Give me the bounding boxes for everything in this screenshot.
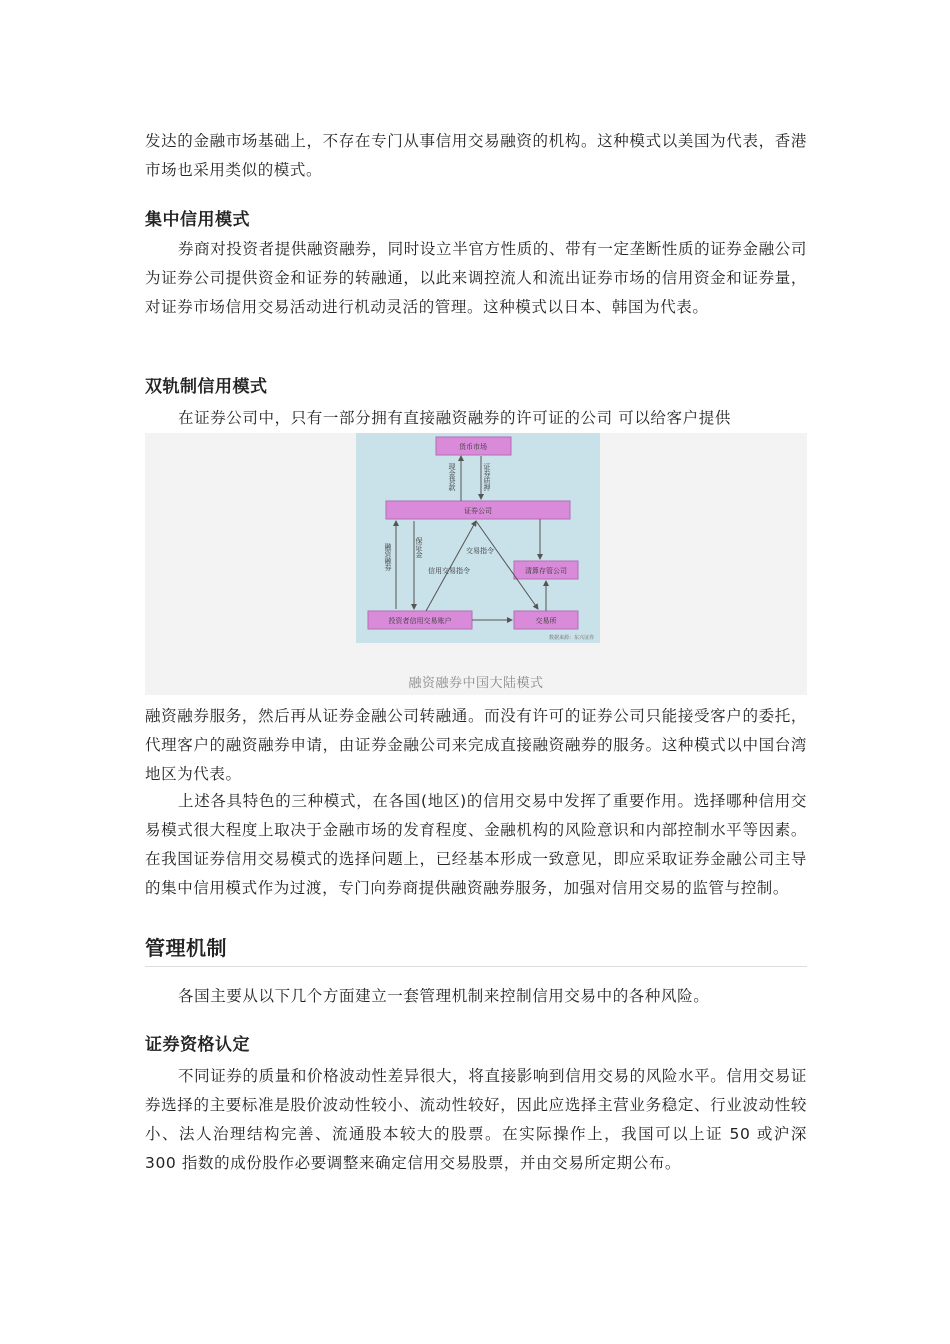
paragraph-dual-track-continued: 融资融券服务，然后再从证券金融公司转融通。而没有许可的证券公司只能接受客户的委托，代理客户的融资融券申请，由证券金融公司来完成直接融资融券的服务。这种模式以中国台湾地区为代表。: [145, 707, 807, 783]
paragraph-centralized-credit: 券商对投资者提供融资融券，同时设立半官方性质的、带有一定垄断性质的证券金融公司为证券公司提供资金和证券的转融通，以此来调控流人和流出证券市场的信用资金和证券量，对证券市场信用交易活动进行机动灵活的管理。这种模式以日本、韩国为代表。: [145, 240, 807, 316]
label-securities-company: 证券公司: [464, 507, 492, 515]
paragraph-intro: 发达的金融市场基础上，不存在专门从事信用交易融资的机构。这种模式以美国为代表，香港市场也采用类似的模式。: [145, 132, 807, 179]
heading-dual-track-credit: 双轨制信用模式: [145, 377, 268, 397]
label-securities-pledge: 证券质押: [483, 463, 491, 491]
label-credit-order: 信用交易指令: [428, 567, 470, 575]
paragraph-management: 各国主要从以下几个方面建立一套管理机制来控制信用交易中的各种风险。: [178, 987, 710, 1005]
label-trade-order: 交易指令: [466, 547, 494, 555]
credit-flow-diagram: [356, 433, 600, 643]
label-clearing-company: 清算存管公司: [525, 567, 567, 575]
figure-caption: 融资融券中国大陆模式: [408, 676, 544, 691]
label-money-market: 货币市场: [459, 443, 487, 451]
label-cash-loan: 现金贷款: [448, 463, 456, 491]
paragraph-dual-track-start: 在证券公司中，只有一部分拥有直接融资融券的许可证的公司 可以给客户提供: [178, 409, 731, 427]
label-investor-account: 投资者信用交易账户: [388, 617, 452, 625]
heading-securities-qualification: 证券资格认定: [145, 1035, 250, 1055]
label-exchange: 交易所: [535, 617, 557, 625]
figure-panel: [145, 433, 807, 695]
heading-management-mechanism: 管理机制: [145, 936, 227, 960]
heading-underline: [145, 966, 807, 967]
label-deposit: 保证金: [415, 537, 423, 558]
label-source-note: 数据来源：东兴证券: [548, 635, 594, 641]
paragraph-securities-qualification: 不同证券的质量和价格波动性差异很大，将直接影响到信用交易的风险水平。信用交易证券选择的主要标准是股价波动性较小、流动性较好，因此应选择主营业务稳定、行业波动性较小、法人治理结构完善、流通股本较大的股票。在实际操作上，我国可以上证 50 或沪深 300 指数的成份股作必要调整来确定信用交易股票，并由交易所定期公布。: [145, 1067, 807, 1172]
heading-centralized-credit: 集中信用模式: [145, 210, 250, 230]
label-margin-lending: 融资融券: [384, 543, 392, 571]
paragraph-summary: 上述各具特色的三种模式，在各国(地区)的信用交易中发挥了重要作用。选择哪种信用交易模式很大程度上取决于金融市场的发育程度、金融机构的风险意识和内部控制水平等因素。在我国证券信用交易模式的选择问题上，已经基本形成一致意见，即应采取证券金融公司主导的集中信用模式作为过渡，专门向券商提供融资融券服务，加强对信用交易的监管与控制。: [145, 792, 807, 897]
